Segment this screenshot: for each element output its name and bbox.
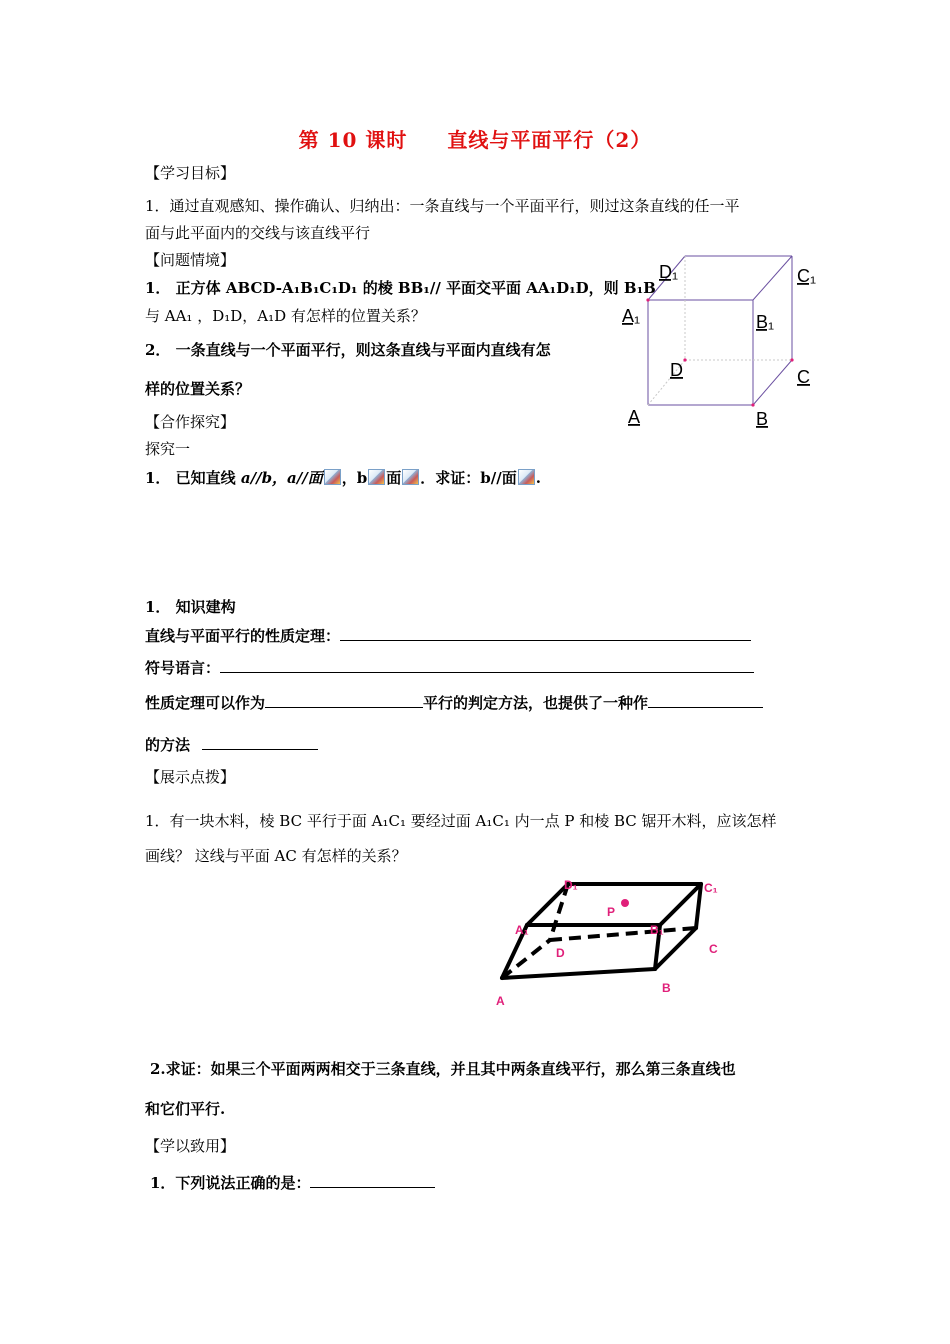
edge-b1-c1: [660, 884, 701, 925]
vertex-a1-dot: [646, 298, 649, 301]
section-problem: 【问题情境】: [145, 251, 236, 269]
label-c1: C₁: [797, 266, 817, 286]
hidden-edge-d-c: [550, 928, 696, 940]
explore-one-label: 探究一: [145, 440, 191, 458]
knowledge-method: 的方法: [145, 734, 318, 755]
label-a: A: [496, 994, 505, 1008]
label-a1: A₁: [515, 923, 529, 937]
problem-q2-line-1: 2． 一条直线与一个平面平行，则这条直线与平面内直线有怎: [145, 341, 551, 359]
label-c: C: [797, 367, 810, 387]
vertex-c-dot: [790, 358, 793, 361]
plane-symbol-image: [518, 469, 535, 485]
problem-q1-line-2: 与 AA₁ ，D₁D，A₁D 有怎样的位置关系？: [145, 307, 426, 325]
blank-line: [340, 626, 751, 641]
prism-figure: [490, 872, 730, 1017]
blank-line: [310, 1173, 435, 1188]
knowledge-heading: 1． 知识建构: [145, 598, 236, 616]
problem-q2-line-2: 样的位置关系？: [145, 380, 251, 398]
section-explore: 【合作探究】: [145, 413, 236, 431]
label-b1: B₁: [650, 923, 664, 937]
label-a: A: [628, 407, 641, 427]
vertex-d-dot: [683, 358, 686, 361]
blank-line: [265, 693, 423, 708]
section-show: 【展示点拨】: [145, 768, 236, 786]
show-p1-line-2: 画线？ 这线与平面 AC 有怎样的关系？: [145, 847, 407, 865]
edge-a-b: [502, 969, 655, 978]
cube-figure: [615, 250, 825, 440]
vertex-b-dot: [751, 403, 754, 406]
plane-symbol-image: [324, 469, 341, 485]
page-title: [0, 124, 950, 153]
label-d1: D₁: [659, 262, 679, 282]
show-p1-line-1: 1．有一块木料，棱 BC 平行于面 A₁C₁ 要经过面 A₁C₁ 内一点 P 和棱 BC 锯开木料，应该怎样: [145, 812, 777, 830]
plane-symbol-image: [402, 469, 419, 485]
not-in-symbol-image: [368, 469, 385, 485]
label-b: B: [756, 409, 769, 429]
explore-one-question: 1． 已知直线 a//b，a//面 ，b 面 ．求证：b//面 .: [145, 469, 541, 487]
label-b: B: [662, 981, 671, 995]
label-b1: B₁: [756, 312, 775, 332]
edge-b-c: [753, 360, 792, 405]
point-p: [621, 899, 629, 907]
label-c: C: [709, 942, 718, 956]
goal-line-2: 面与此平面内的交线与该直线平行: [145, 224, 371, 242]
goal-line-1: 1．通过直观感知、操作确认、归纳出：一条直线与一个平面平行，则过这条直线的任一平: [145, 197, 740, 215]
knowledge-can-be: 性质定理可以作为 平行的判定方法，也提供了一种作: [145, 692, 763, 713]
blank-line: [220, 658, 754, 673]
label-p: P: [607, 905, 616, 919]
knowledge-theorem: 直线与平面平行的性质定理：: [145, 625, 751, 646]
section-apply: 【学以致用】: [145, 1137, 236, 1155]
label-d: D: [670, 360, 683, 380]
title-lesson: 第 10 课时: [298, 128, 408, 152]
blank-line: [202, 735, 318, 750]
label-c1: C₁: [704, 881, 718, 895]
apply-q1: 1．下列说法正确的是：: [150, 1172, 435, 1193]
knowledge-symbol: 符号语言：: [145, 657, 754, 678]
problem-q1-line-1: 1． 正方体 ABCD-A₁B₁C₁D₁ 的棱 BB₁// 平面交平面 AA₁D₁D，则 B₁B: [145, 279, 656, 297]
blank-line: [648, 693, 763, 708]
label-d: D: [556, 946, 565, 960]
title-topic: 直线与平面平行（2）: [447, 128, 652, 152]
edge-b1-c1: [753, 256, 792, 300]
show-p2-line-2: 和它们平行.: [145, 1100, 226, 1118]
section-goal: 【学习目标】: [145, 164, 236, 182]
show-p2-line-1: 2.求证：如果三个平面两两相交于三条直线，并且其中两条直线平行，那么第三条直线也: [150, 1060, 736, 1078]
label-d1: D₁: [564, 878, 578, 892]
label-a1: A₁: [622, 306, 641, 326]
